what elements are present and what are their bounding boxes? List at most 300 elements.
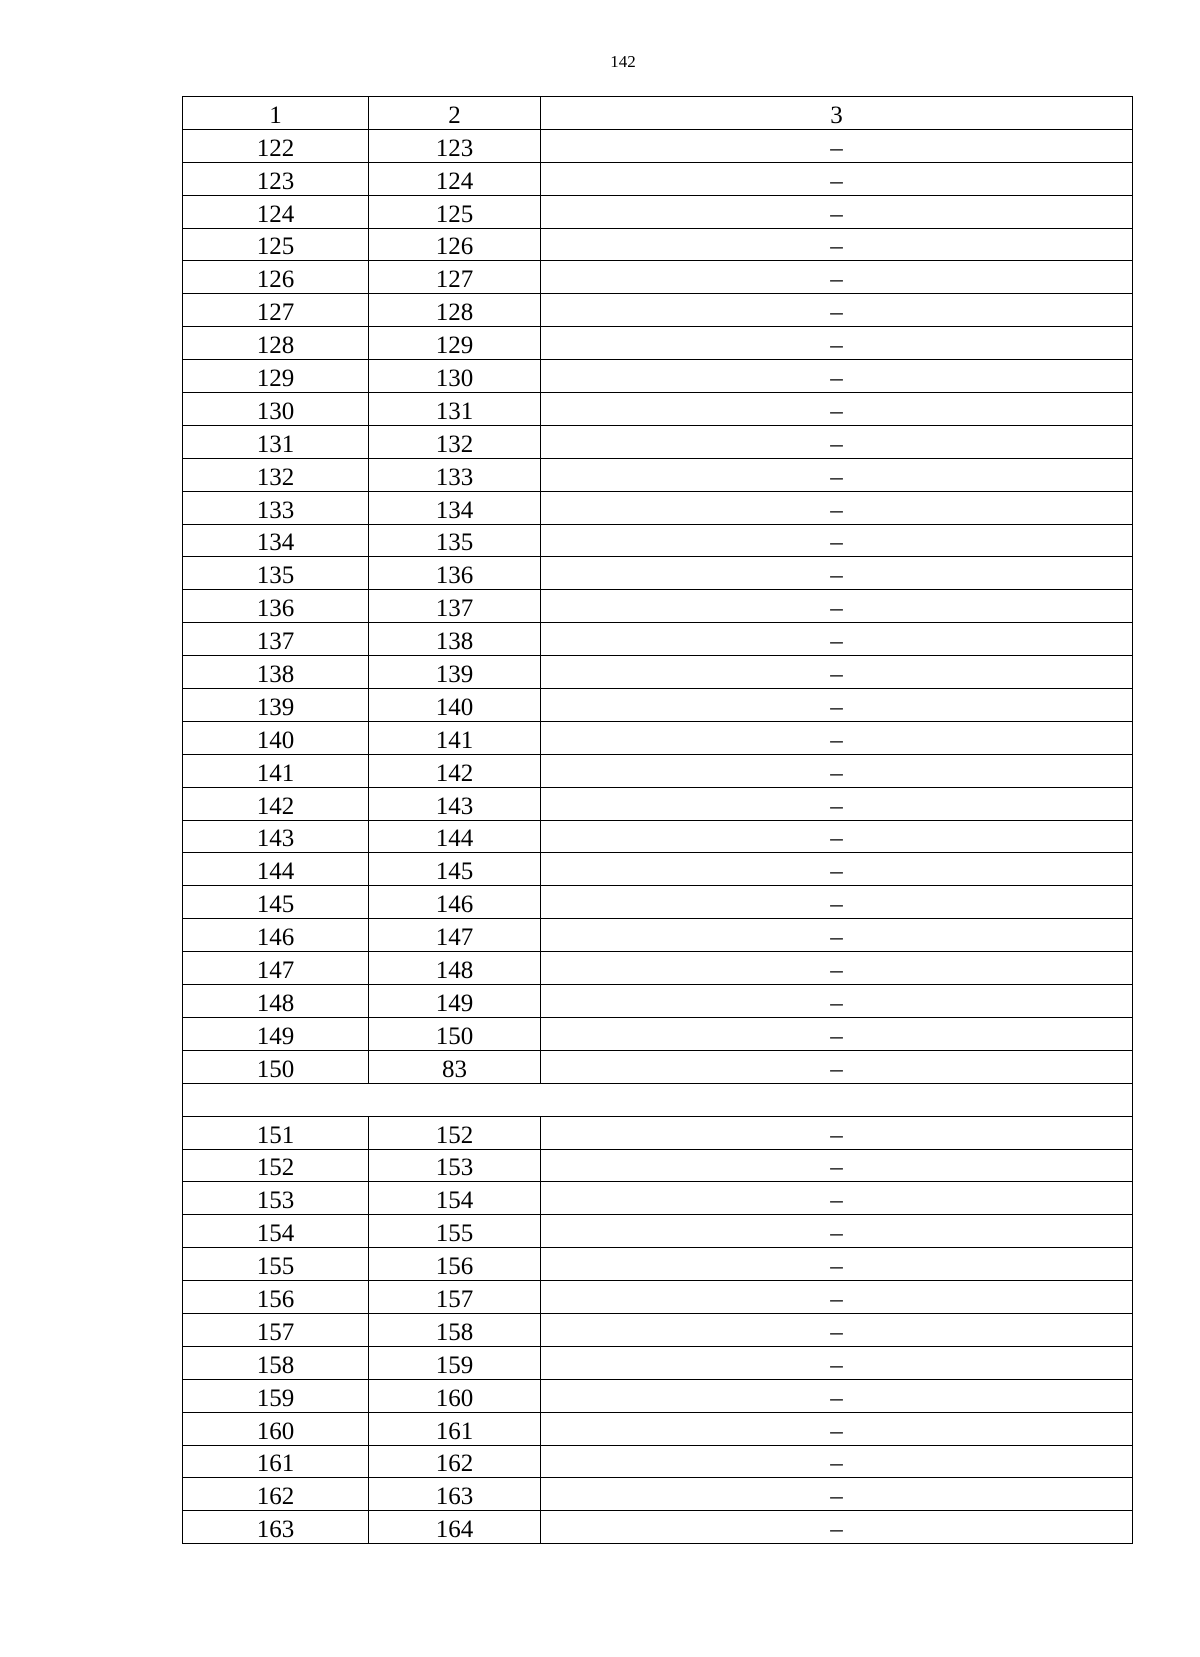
cell-text: – <box>830 1187 843 1215</box>
table-row <box>183 689 1133 722</box>
table-row <box>183 1478 1133 1511</box>
cell-text: 146 <box>435 891 474 919</box>
cell-text: 163 <box>256 1516 295 1544</box>
page-number: 142 <box>610 52 636 71</box>
table-cell-col-3 <box>541 1346 1133 1379</box>
table-cell-col-3 <box>541 162 1133 195</box>
header-text-3: 3 <box>830 101 843 129</box>
cell-text: – <box>830 167 843 195</box>
table-row <box>183 491 1133 524</box>
table-cell-col-1 <box>183 129 369 162</box>
cell-text: – <box>830 726 843 754</box>
table-row <box>183 1313 1133 1346</box>
cell-text: 163 <box>435 1483 474 1511</box>
header-text-2: 2 <box>448 101 461 129</box>
table-cell-col-3 <box>541 1313 1133 1346</box>
cell-text: 129 <box>256 365 295 393</box>
cell-text: – <box>830 595 843 623</box>
cell-text: – <box>830 1318 843 1346</box>
cell-text: 148 <box>435 957 474 985</box>
table-cell-col-2 <box>369 1281 541 1314</box>
table-row <box>183 557 1133 590</box>
table-row <box>183 952 1133 985</box>
cell-text: – <box>830 661 843 689</box>
table-cell-col-3 <box>541 754 1133 787</box>
table-row <box>183 985 1133 1018</box>
table-cell-col-1 <box>183 491 369 524</box>
table-cell-col-3 <box>541 524 1133 557</box>
table-cell-col-2 <box>369 1215 541 1248</box>
table-cell-col-3 <box>541 721 1133 754</box>
table-cell-col-3 <box>541 491 1133 524</box>
table-cell-col-1 <box>183 458 369 491</box>
header-text-1: 1 <box>269 101 282 129</box>
table-row <box>183 721 1133 754</box>
cell-text: 155 <box>435 1220 474 1248</box>
cell-text: 125 <box>256 233 295 261</box>
table-cell-col-1 <box>183 1313 369 1346</box>
cell-text: – <box>830 1285 843 1313</box>
table-row <box>183 1050 1133 1083</box>
table-cell-col-1 <box>183 557 369 590</box>
table-cell-col-1 <box>183 787 369 820</box>
table-cell-col-3 <box>541 689 1133 722</box>
cell-text: 144 <box>256 858 295 886</box>
table-row <box>183 261 1133 294</box>
table-row <box>183 787 1133 820</box>
table-row <box>183 294 1133 327</box>
cell-text: – <box>830 858 843 886</box>
table-cell-col-2 <box>369 721 541 754</box>
cell-text: – <box>830 1351 843 1379</box>
table-cell-col-2 <box>369 689 541 722</box>
table-row <box>183 458 1133 491</box>
table-cell-col-2 <box>369 162 541 195</box>
cell-text: 125 <box>435 200 474 228</box>
cell-text: 132 <box>435 430 474 458</box>
table-cell-col-2 <box>369 853 541 886</box>
table-cell-col-3 <box>541 1149 1133 1182</box>
table-cell-col-3 <box>541 1412 1133 1445</box>
cell-text: – <box>830 266 843 294</box>
header-cell-2 <box>369 97 541 130</box>
cell-text: 164 <box>435 1516 474 1544</box>
cell-text: – <box>830 233 843 261</box>
header-row <box>183 97 1133 130</box>
table-row <box>183 393 1133 426</box>
table-row <box>183 1281 1133 1314</box>
table-cell-col-2 <box>369 656 541 689</box>
cell-text: – <box>830 496 843 524</box>
cell-text: 145 <box>435 858 474 886</box>
table-cell-col-1 <box>183 754 369 787</box>
table-cell-col-3 <box>541 787 1133 820</box>
table-cell-col-1 <box>183 886 369 919</box>
table-cell-col-2 <box>369 228 541 261</box>
blank-separator-cell <box>183 1083 1133 1116</box>
cell-text: 143 <box>435 792 474 820</box>
cell-text: – <box>830 1121 843 1149</box>
table-row <box>183 656 1133 689</box>
table-cell-col-1 <box>183 228 369 261</box>
cell-text: – <box>830 200 843 228</box>
table-cell-col-3 <box>541 294 1133 327</box>
header-cell-1 <box>183 97 369 130</box>
data-table <box>182 96 1133 1544</box>
table-cell-col-2 <box>369 524 541 557</box>
cell-text: – <box>830 759 843 787</box>
table-row <box>183 1182 1133 1215</box>
cell-text: 127 <box>435 266 474 294</box>
cell-text: – <box>830 1450 843 1478</box>
table-row <box>183 1379 1133 1412</box>
table-cell-col-1 <box>183 261 369 294</box>
table-cell-col-3 <box>541 1215 1133 1248</box>
table-cell-col-3 <box>541 820 1133 853</box>
table-cell-col-2 <box>369 360 541 393</box>
table-row <box>183 1116 1133 1149</box>
table-row <box>183 1346 1133 1379</box>
table-row <box>183 1149 1133 1182</box>
table-row <box>183 162 1133 195</box>
table-cell-col-3 <box>541 886 1133 919</box>
cell-text: 128 <box>256 332 295 360</box>
table-cell-col-2 <box>369 129 541 162</box>
cell-text: 134 <box>256 529 295 557</box>
table-cell-col-3 <box>541 261 1133 294</box>
cell-text: 135 <box>435 529 474 557</box>
table-cell-col-1 <box>183 1149 369 1182</box>
cell-text: 133 <box>435 463 474 491</box>
table-cell-col-2 <box>369 1248 541 1281</box>
table-cell-col-3 <box>541 327 1133 360</box>
table-row <box>183 1215 1133 1248</box>
cell-text: 161 <box>256 1450 295 1478</box>
table-cell-col-3 <box>541 590 1133 623</box>
table-row <box>183 425 1133 458</box>
cell-text: 136 <box>256 595 295 623</box>
cell-text: 152 <box>435 1121 474 1149</box>
cell-text: 137 <box>256 628 295 656</box>
cell-text: – <box>830 693 843 721</box>
cell-text: 132 <box>256 463 295 491</box>
table-cell-col-2 <box>369 952 541 985</box>
table-cell-col-2 <box>369 1116 541 1149</box>
cell-text: 149 <box>256 1022 295 1050</box>
cell-text: 133 <box>256 496 295 524</box>
cell-text: – <box>830 1055 843 1083</box>
table-cell-col-1 <box>183 327 369 360</box>
cell-text: 124 <box>435 167 474 195</box>
table-cell-col-3 <box>541 919 1133 952</box>
cell-text: – <box>830 924 843 952</box>
cell-text: 137 <box>435 595 474 623</box>
table-cell-col-3 <box>541 1478 1133 1511</box>
cell-text: – <box>830 397 843 425</box>
table-row <box>183 1017 1133 1050</box>
cell-text: 144 <box>435 825 474 853</box>
table-cell-col-1 <box>183 1478 369 1511</box>
table-row <box>183 1445 1133 1478</box>
table-cell-col-2 <box>369 557 541 590</box>
table-cell-col-2 <box>369 1050 541 1083</box>
table-row <box>183 195 1133 228</box>
table-cell-col-2 <box>369 787 541 820</box>
table-cell-col-3 <box>541 656 1133 689</box>
table-cell-col-2 <box>369 886 541 919</box>
table-cell-col-2 <box>369 820 541 853</box>
table-cell-col-3 <box>541 360 1133 393</box>
table-row <box>183 820 1133 853</box>
table-cell-col-2 <box>369 590 541 623</box>
table-cell-col-1 <box>183 524 369 557</box>
table-cell-col-1 <box>183 1379 369 1412</box>
table-cell-col-2 <box>369 195 541 228</box>
table-row <box>183 853 1133 886</box>
cell-text: 124 <box>256 200 295 228</box>
cell-text: 136 <box>435 562 474 590</box>
header-cell-3 <box>541 97 1133 130</box>
cell-text: – <box>830 299 843 327</box>
cell-text: 142 <box>256 792 295 820</box>
table-cell-col-1 <box>183 1511 369 1544</box>
cell-text: – <box>830 957 843 985</box>
cell-text: – <box>830 1516 843 1544</box>
table-cell-col-2 <box>369 1412 541 1445</box>
table-cell-col-1 <box>183 360 369 393</box>
table-row <box>183 524 1133 557</box>
table-row <box>183 327 1133 360</box>
table-cell-col-3 <box>541 1379 1133 1412</box>
table-cell-col-3 <box>541 1445 1133 1478</box>
cell-text: 141 <box>256 759 295 787</box>
cell-text: 138 <box>435 628 474 656</box>
cell-text: 122 <box>256 134 295 162</box>
cell-text: 162 <box>435 1450 474 1478</box>
cell-text: 141 <box>435 726 474 754</box>
cell-text: – <box>830 365 843 393</box>
cell-text: – <box>830 1417 843 1445</box>
cell-text: 153 <box>256 1187 295 1215</box>
blank-separator-row <box>183 1083 1133 1116</box>
table-cell-col-1 <box>183 1281 369 1314</box>
table-cell-col-2 <box>369 985 541 1018</box>
table-cell-col-3 <box>541 1511 1133 1544</box>
table-cell-col-2 <box>369 1182 541 1215</box>
table-cell-col-3 <box>541 623 1133 656</box>
table-cell-col-1 <box>183 393 369 426</box>
cell-text: – <box>830 1154 843 1182</box>
table-row <box>183 886 1133 919</box>
cell-text: 143 <box>256 825 295 853</box>
table-cell-col-2 <box>369 425 541 458</box>
table-cell-col-2 <box>369 261 541 294</box>
table-cell-col-3 <box>541 1050 1133 1083</box>
table-cell-col-3 <box>541 228 1133 261</box>
cell-text: 123 <box>435 134 474 162</box>
table-cell-col-2 <box>369 1478 541 1511</box>
cell-text: – <box>830 989 843 1017</box>
table-cell-col-3 <box>541 458 1133 491</box>
cell-text: – <box>830 134 843 162</box>
table-cell-col-1 <box>183 162 369 195</box>
cell-text: 150 <box>435 1022 474 1050</box>
table-cell-col-2 <box>369 294 541 327</box>
cell-text: 152 <box>256 1154 295 1182</box>
cell-text: 128 <box>435 299 474 327</box>
cell-text: 130 <box>256 397 295 425</box>
table-cell-col-2 <box>369 327 541 360</box>
cell-text: 127 <box>256 299 295 327</box>
cell-text: 159 <box>435 1351 474 1379</box>
table-cell-col-1 <box>183 1346 369 1379</box>
cell-text: 156 <box>256 1285 295 1313</box>
cell-text: 139 <box>435 661 474 689</box>
table-cell-col-3 <box>541 952 1133 985</box>
cell-text: 130 <box>435 365 474 393</box>
cell-text: 138 <box>256 661 295 689</box>
cell-text: – <box>830 628 843 656</box>
cell-text: 145 <box>256 891 295 919</box>
table-cell-col-1 <box>183 985 369 1018</box>
table-cell-col-1 <box>183 656 369 689</box>
table-row <box>183 754 1133 787</box>
cell-text: 158 <box>256 1351 295 1379</box>
table-cell-col-1 <box>183 820 369 853</box>
table-cell-col-1 <box>183 1445 369 1478</box>
table-cell-col-1 <box>183 952 369 985</box>
cell-text: 153 <box>435 1154 474 1182</box>
table-cell-col-2 <box>369 623 541 656</box>
cell-text: 160 <box>256 1417 295 1445</box>
cell-text: – <box>830 430 843 458</box>
table-cell-col-2 <box>369 1379 541 1412</box>
cell-text: 151 <box>256 1121 295 1149</box>
cell-text: 126 <box>435 233 474 261</box>
table-cell-col-3 <box>541 195 1133 228</box>
table-cell-col-1 <box>183 294 369 327</box>
cell-text: 158 <box>435 1318 474 1346</box>
table-row <box>183 590 1133 623</box>
table-cell-col-1 <box>183 721 369 754</box>
table-row <box>183 623 1133 656</box>
table-cell-col-2 <box>369 1313 541 1346</box>
table-cell-col-1 <box>183 1116 369 1149</box>
table-cell-col-3 <box>541 1017 1133 1050</box>
cell-text: 131 <box>435 397 474 425</box>
table-cell-col-1 <box>183 919 369 952</box>
table-cell-col-3 <box>541 1182 1133 1215</box>
cell-text: – <box>830 1220 843 1248</box>
cell-text: 139 <box>256 693 295 721</box>
table-cell-col-1 <box>183 689 369 722</box>
cell-text: – <box>830 1483 843 1511</box>
cell-text: – <box>830 1022 843 1050</box>
table-cell-col-2 <box>369 1445 541 1478</box>
cell-text: 157 <box>256 1318 295 1346</box>
table-cell-col-2 <box>369 458 541 491</box>
cell-text: 149 <box>435 989 474 1017</box>
cell-text: – <box>830 792 843 820</box>
cell-text: 131 <box>256 430 295 458</box>
cell-text: – <box>830 825 843 853</box>
table-cell-col-1 <box>183 1050 369 1083</box>
cell-text: – <box>830 891 843 919</box>
cell-text: 160 <box>435 1384 474 1412</box>
table-cell-col-1 <box>183 623 369 656</box>
table-row <box>183 1412 1133 1445</box>
table-cell-col-2 <box>369 393 541 426</box>
cell-text: 162 <box>256 1483 295 1511</box>
cell-text: 157 <box>435 1285 474 1313</box>
table-cell-col-3 <box>541 1281 1133 1314</box>
table-cell-col-1 <box>183 853 369 886</box>
table-cell-col-1 <box>183 1248 369 1281</box>
cell-text: 146 <box>256 924 295 952</box>
cell-text: 140 <box>256 726 295 754</box>
cell-text: 126 <box>256 266 295 294</box>
cell-text: 159 <box>256 1384 295 1412</box>
cell-text: 150 <box>256 1055 295 1083</box>
table-cell-col-2 <box>369 1017 541 1050</box>
table-row <box>183 1511 1133 1544</box>
table-cell-col-1 <box>183 1215 369 1248</box>
table-cell-col-2 <box>369 754 541 787</box>
table-cell-col-3 <box>541 393 1133 426</box>
cell-text: 140 <box>435 693 474 721</box>
table-cell-col-3 <box>541 853 1133 886</box>
cell-text: 154 <box>256 1220 295 1248</box>
table-cell-col-3 <box>541 557 1133 590</box>
cell-text: 147 <box>435 924 474 952</box>
cell-text: – <box>830 1384 843 1412</box>
table-cell-col-3 <box>541 985 1133 1018</box>
table-cell-col-1 <box>183 425 369 458</box>
table-cell-col-3 <box>541 425 1133 458</box>
cell-text: 129 <box>435 332 474 360</box>
table-cell-col-1 <box>183 195 369 228</box>
cell-text: 83 <box>442 1055 467 1083</box>
table-row <box>183 360 1133 393</box>
cell-text: 135 <box>256 562 295 590</box>
table-cell-col-3 <box>541 1116 1133 1149</box>
table-cell-col-1 <box>183 1182 369 1215</box>
cell-text: 154 <box>435 1187 474 1215</box>
table-cell-col-2 <box>369 491 541 524</box>
table-cell-col-3 <box>541 129 1133 162</box>
table-row <box>183 919 1133 952</box>
table-cell-col-2 <box>369 1149 541 1182</box>
table-cell-col-1 <box>183 1412 369 1445</box>
table-cell-col-2 <box>369 1346 541 1379</box>
cell-text: – <box>830 332 843 360</box>
table-cell-col-2 <box>369 1511 541 1544</box>
cell-text: – <box>830 463 843 491</box>
cell-text: 148 <box>256 989 295 1017</box>
cell-text: 123 <box>256 167 295 195</box>
cell-text: 156 <box>435 1253 474 1281</box>
cell-text: – <box>830 562 843 590</box>
table-row <box>183 228 1133 261</box>
cell-text: 155 <box>256 1253 295 1281</box>
cell-text: – <box>830 529 843 557</box>
table-body <box>183 97 1133 1544</box>
cell-text: 142 <box>435 759 474 787</box>
cell-text: 147 <box>256 957 295 985</box>
cell-text: – <box>830 1253 843 1281</box>
cell-text: 134 <box>435 496 474 524</box>
table-cell-col-2 <box>369 919 541 952</box>
